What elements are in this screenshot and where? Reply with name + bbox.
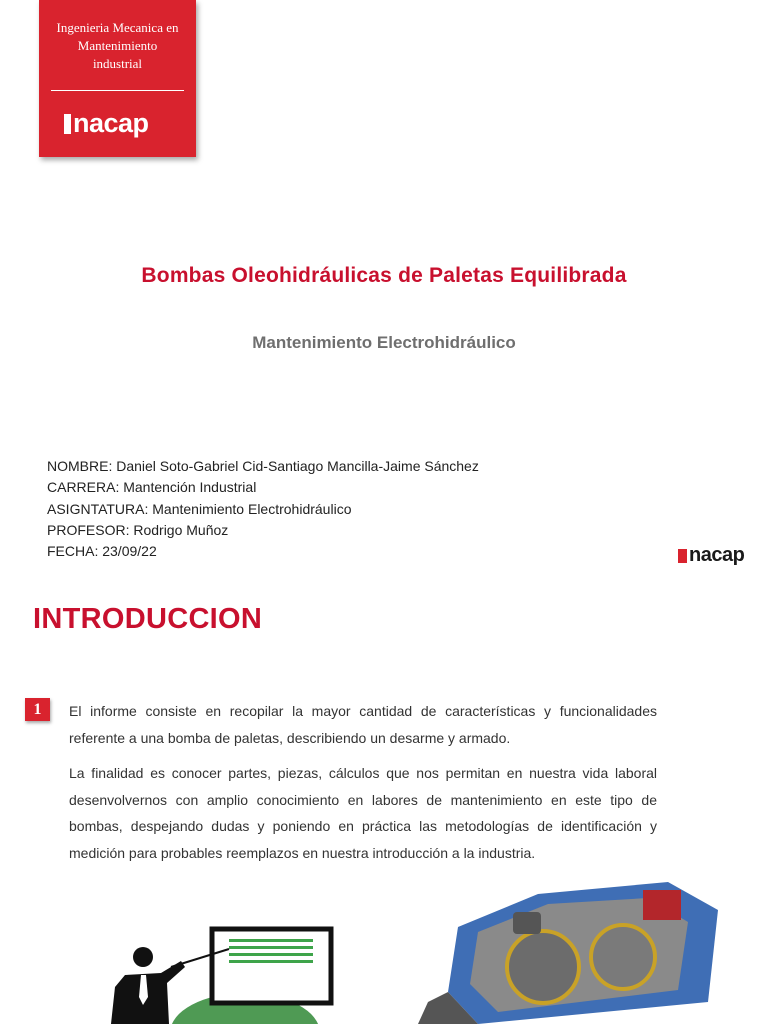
logo-text: nacap bbox=[73, 108, 149, 138]
logo-mark-icon bbox=[678, 549, 687, 563]
pump-port bbox=[513, 912, 541, 934]
logo-mark-icon bbox=[64, 114, 71, 134]
intro-paragraph-2: La finalidad es conocer partes, piezas, cálculos que nos permitan en nuestra vida laboral desenvolvernos con amplio conocimiento en labores de mantenimiento en este tipo de bombas, despejando dudas y poniendo en práctica las metodologías de identificación y medición para probables reemplazos en nuestra introducción a la industria. bbox=[69, 765, 657, 861]
presenter-head bbox=[133, 947, 153, 967]
info-fecha: FECHA: 23/09/22 bbox=[47, 543, 157, 560]
document-title: Bombas Oleohidráulicas de Paletas Equilibrada bbox=[141, 264, 627, 287]
logo-text: nacap bbox=[689, 544, 745, 566]
document-subtitle: Mantenimiento Electrohidráulico bbox=[252, 333, 516, 352]
pump-rotor-left bbox=[507, 931, 579, 1003]
badge-divider bbox=[51, 90, 184, 91]
presenter-illustration bbox=[95, 915, 345, 1024]
inacap-logo bbox=[64, 110, 149, 137]
screen-line-4 bbox=[229, 960, 313, 963]
section-heading: INTRODUCCION bbox=[33, 603, 263, 635]
program-line-2: Mantenimiento bbox=[77, 38, 158, 53]
program-name bbox=[45, 19, 190, 73]
pump-red-section bbox=[643, 890, 681, 920]
pump-rotor-right bbox=[591, 925, 655, 989]
inacap-logo-small bbox=[678, 545, 744, 565]
info-carrera: CARRERA: Mantención Industrial bbox=[47, 479, 257, 496]
program-line-1: Ingenieria Mecanica en bbox=[56, 20, 179, 35]
screen-line-1 bbox=[229, 939, 313, 942]
screen-line-3 bbox=[229, 953, 313, 956]
info-nombre: NOMBRE: Daniel Soto-Gabriel Cid-Santiago Mancilla-Jaime Sánchez bbox=[47, 458, 479, 474]
screen-line-2 bbox=[229, 946, 313, 949]
info-asignatura: ASIGNTATURA: Mantenimiento Electrohidráulico bbox=[47, 500, 352, 517]
presenter-body bbox=[111, 961, 185, 1024]
section-number-badge: 1 bbox=[25, 698, 50, 721]
vane-pump-illustration bbox=[418, 872, 738, 1024]
info-profesor: PROFESOR: Rodrigo Muñoz bbox=[47, 521, 229, 538]
program-badge bbox=[39, 0, 196, 157]
student-info bbox=[47, 456, 479, 562]
program-line-3: industrial bbox=[92, 56, 143, 71]
intro-paragraph-1: El informe consiste en recopilar la mayor cantidad de características y funcionalidades referente a una bomba de paletas, describiendo un desarme y armado. bbox=[69, 703, 657, 746]
